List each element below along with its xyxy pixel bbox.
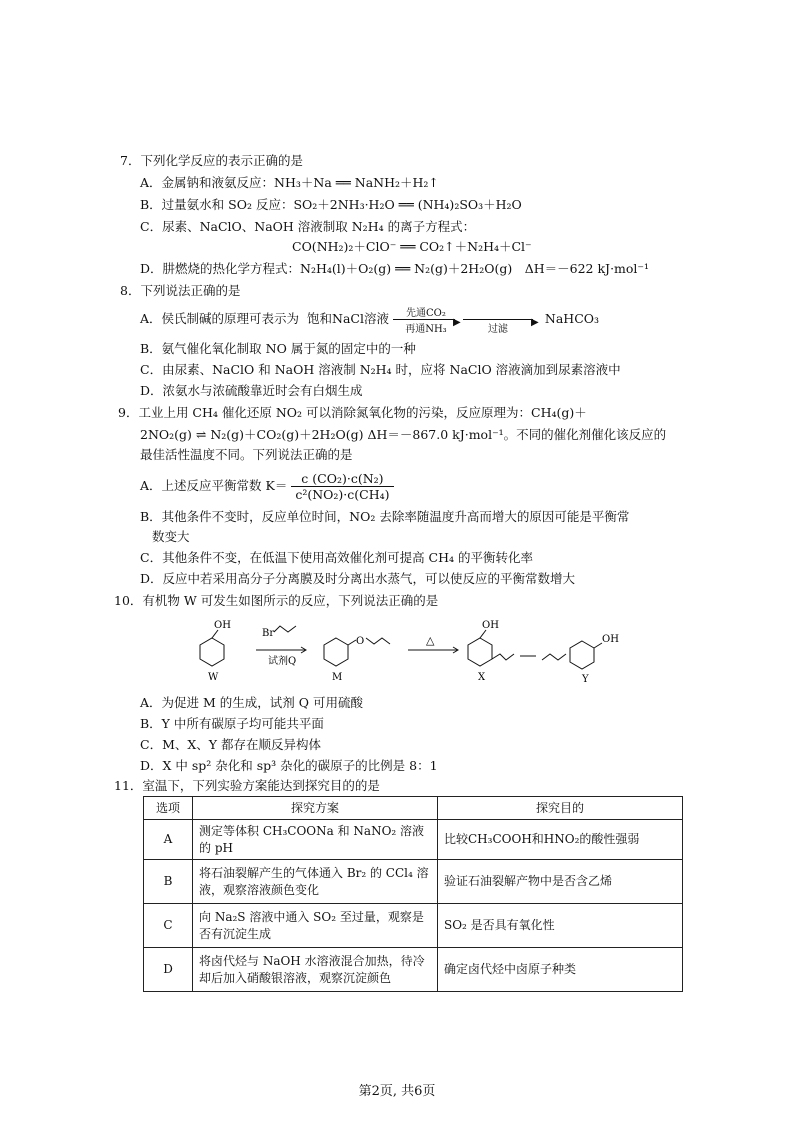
- row-option: D: [144, 948, 193, 992]
- q9-stem-line1: 9．工业上用 CH₄ 催化还原 NO₂ 可以消除氮氧化物的污染，反应原理为：CH₄(g)＋: [118, 405, 587, 420]
- q7-option-c-equation: CO(NH₂)₂＋ClO⁻ ══ CO₂↑＋N₂H₄＋Cl⁻: [292, 239, 532, 254]
- table-row: [144, 860, 683, 904]
- q7-option-c: C．尿素、NaClO、NaOH 溶液制取 N₂H₄ 的离子方程式：: [140, 219, 476, 234]
- row-plan: 将石油裂解产生的气体通入 Br₂ 的 CCl₄ 溶液，观察溶液颜色变化: [193, 860, 438, 904]
- reagent-q-label: 试剂Q: [268, 656, 297, 667]
- table-header-row: [144, 797, 683, 820]
- row-goal: 确定卤代烃中卤原子种类: [438, 948, 683, 992]
- header-goal: 探究目的: [438, 797, 683, 820]
- x-oh-label: OH: [482, 620, 499, 631]
- q9-option-d: D．反应中若采用高分子分离膜及时分离出水蒸气，可以使反应的平衡常数增大: [140, 571, 576, 586]
- page-footer: 第2页, 共6页: [358, 1084, 436, 1099]
- q8-arrow-2: [463, 311, 539, 335]
- q8-arrow-head: ▶: [452, 316, 461, 328]
- q9-option-a-prefix: A．上述反应平衡常数 K＝: [140, 478, 288, 493]
- q10-option-a: A．为促进 M 的生成，试剂 Q 可用硫酸: [140, 695, 363, 710]
- row-option: B: [144, 860, 193, 904]
- q8-option-b: B．氨气催化氧化制取 NO 属于氮的固定中的一种: [140, 341, 416, 356]
- q9-k-denominator: c²(NO₂)·c(CH₄): [295, 487, 390, 502]
- q9-stem-line3: 最佳活性温度不同。下列说法正确的是: [140, 447, 353, 462]
- q8-arrow-top-label: 先通CO₂: [406, 307, 446, 319]
- header-plan: 探究方案: [193, 797, 438, 820]
- table-row: [144, 820, 683, 860]
- q7-option-a: A．金属钠和液氨反应：NH₃＋Na ══ NaNH₂＋H₂↑: [140, 175, 439, 190]
- m-label: M: [332, 672, 343, 683]
- row-plan: 将卤代烃与 NaOH 水溶液混合加热，待冷却后加入硝酸银溶液，观察沉淀颜色: [193, 948, 438, 992]
- w-benzene-ring: [200, 638, 224, 666]
- q10-reaction-scheme: [190, 616, 670, 684]
- q8-arrow-line: [393, 319, 455, 320]
- q10-option-c: C．M、X、Y 都存在顺反异构体: [140, 737, 321, 752]
- row-goal: 验证石油裂解产物中是否含乙烯: [438, 860, 683, 904]
- q8-arrow2-label: 过滤: [487, 323, 508, 335]
- q8-arrow-1: [393, 307, 461, 335]
- table-row: [144, 904, 683, 948]
- q11-stem: 11．室温下，下列实验方案能达到探究目的的是: [114, 778, 380, 793]
- q9-stem-line2: 2NO₂(g) ⇌ N₂(g)＋CO₂(g)＋2H₂O(g) ΔH＝－867.0 kJ·mol⁻¹。不同的催化剂催化该反应的: [140, 427, 667, 442]
- w-label: W: [208, 672, 219, 683]
- q9-k-expression: [291, 471, 393, 502]
- q9-k-numerator: c (CO₂)·c(N₂): [291, 471, 393, 487]
- x-benzene-ring: [468, 638, 492, 666]
- y-label: Y: [582, 674, 589, 684]
- q8-product: NaHCO₃: [544, 311, 600, 326]
- row-option: C: [144, 904, 193, 948]
- q11-experiment-table: [143, 796, 683, 992]
- q10-stem: 10．有机物 W 可发生如图所示的反应，下列说法正确的是: [114, 593, 439, 608]
- q8-option-a-prefix: A．侯氏制碱的原理可表示为: [140, 311, 300, 326]
- q8-stem: 8．下列说法正确的是: [120, 283, 241, 298]
- q8-arrow2-line: [463, 319, 533, 320]
- q8-option-c: C．由尿素、NaClO 和 NaOH 溶液制 N₂H₄ 时，应将 NaClO 溶液滴加到尿素溶液中: [140, 362, 621, 377]
- header-option: 选项: [144, 797, 193, 820]
- x-label: X: [478, 672, 486, 683]
- q9-option-c: C．其他条件不变，在低温下使用高效催化剂可提高 CH₄ 的平衡转化率: [140, 550, 533, 565]
- m-o-bond-left: [348, 640, 356, 645]
- y-oh-bond: [594, 643, 602, 648]
- m-benzene-ring: [324, 638, 348, 666]
- table-row: [144, 948, 683, 992]
- q9-option-b-line1: B．其他条件不变时，反应单位时间，NO₂ 去除率随温度升高而增大的原因可能是平衡常: [140, 509, 630, 524]
- m-allyl-chain: [366, 638, 390, 644]
- w-oh-bond: [212, 630, 218, 638]
- m-o-label: O: [356, 636, 365, 647]
- row-goal: SO₂ 是否具有氧化性: [438, 904, 683, 948]
- x-side-chain: [492, 654, 514, 660]
- row-plan: 向 Na₂S 溶液中通入 SO₂ 至过量，观察是否有沉淀生成: [193, 904, 438, 948]
- q8-start-material: 饱和NaCl溶液: [307, 311, 389, 326]
- y-oh-label: OH: [602, 634, 619, 645]
- row-option: A: [144, 820, 193, 860]
- q8-option-d: D．浓氨水与浓硫酸靠近时会有白烟生成: [140, 383, 363, 398]
- q9-option-b-line2: 数变大: [152, 529, 190, 544]
- y-side-chain: [542, 654, 566, 660]
- row-goal: 比较CH₃COOH和HNO₂的酸性强弱: [438, 820, 683, 860]
- heat-label: △: [426, 634, 435, 647]
- q7-option-b: B．过量氨水和 SO₂ 反应：SO₂＋2NH₃·H₂O ══ (NH₄)₂SO₃＋H₂O: [140, 197, 522, 212]
- reagent-chain: [274, 626, 296, 632]
- reagent-br-label: Br: [262, 628, 275, 639]
- row-plan: 测定等体积 CH₃COONa 和 NaNO₂ 溶液的 pH: [193, 820, 438, 860]
- q8-arrow-bottom-label: 再通NH₃: [405, 323, 447, 335]
- x-oh-bond: [480, 630, 486, 638]
- q8-option-a: [140, 307, 600, 335]
- q9-option-a: [140, 466, 394, 506]
- q8-arrow2-head: ▶: [530, 316, 539, 328]
- w-oh-label: OH: [214, 620, 231, 631]
- q10-option-d: D．X 中 sp² 杂化和 sp³ 杂化的碳原子的比例是 8：1: [140, 758, 438, 773]
- q10-option-b: B．Y 中所有碳原子均可能共平面: [140, 716, 324, 731]
- q7-stem: 7．下列化学反应的表示正确的是: [120, 153, 303, 168]
- q7-option-d: D．肼燃烧的热化学方程式：N₂H₄(l)＋O₂(g) ══ N₂(g)＋2H₂O(g) ΔH＝－622 kJ·mol⁻¹: [140, 261, 650, 276]
- y-benzene-ring: [570, 641, 594, 669]
